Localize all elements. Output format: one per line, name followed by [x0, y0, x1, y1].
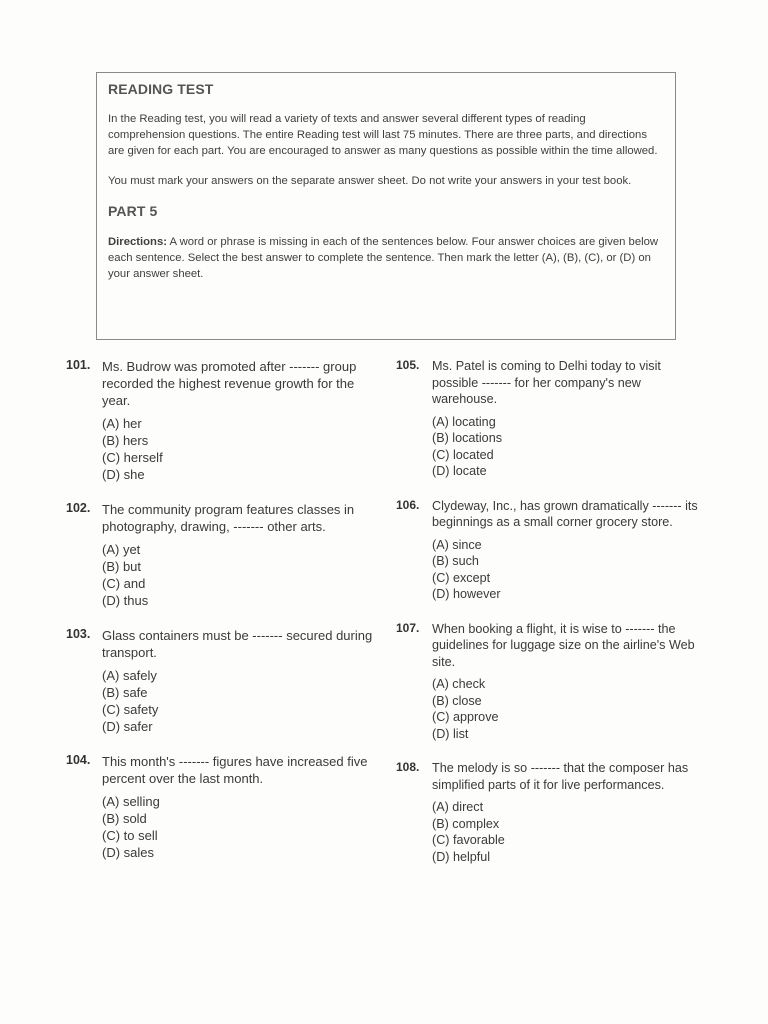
answer-option: (C) and [102, 576, 146, 591]
part-directions [108, 234, 664, 282]
answer-options [432, 676, 706, 742]
answer-option: (C) approve [432, 710, 499, 724]
answer-option: (C) to sell [102, 828, 158, 843]
question-text: Glass containers must be ------- secured during transport. [102, 628, 373, 660]
question-text: Ms. Budrow was promoted after ------- group recorded the highest revenue growth for the year. [102, 359, 357, 408]
question-text: Ms. Patel is coming to Delhi today to visit possible ------- for her company's new warehouse. [432, 359, 661, 406]
question-number: 106. [396, 497, 420, 512]
answer-options [102, 541, 376, 609]
question-104 [66, 753, 376, 861]
instructions-box [96, 72, 676, 340]
directions-label: Directions: [108, 236, 168, 248]
question-108 [396, 760, 706, 865]
answer-option: (D) sales [102, 845, 155, 860]
answer-option: (B) hers [102, 433, 149, 448]
answer-sheet-instructions: You must mark your answers on the separate answer sheet. Do not write your answers in your test book. [108, 175, 632, 187]
answer-option: (A) her [102, 416, 142, 431]
question-103 [66, 627, 376, 735]
question-number: 105. [396, 358, 420, 372]
question-number: 107. [396, 620, 420, 635]
answer-option: (D) however [432, 587, 501, 601]
questions-left-column [66, 358, 376, 861]
question-105 [396, 358, 706, 480]
questions-right-column [396, 358, 706, 865]
answer-option: (D) helpful [432, 849, 491, 864]
answer-option: (D) safer [102, 719, 153, 734]
answer-option: (B) such [432, 554, 479, 568]
answer-option: (C) herself [102, 450, 163, 465]
answer-option: (A) yet [102, 542, 141, 557]
question-number: 103. [66, 627, 91, 641]
directions-text: A word or phrase is missing in each of the sentences below. Four answer choices are given below each sentence. Select the best answer to complete the sentence. Then mark the letter (A), (B), (C), or (D) on your answer sheet. [108, 236, 659, 280]
answer-option: (C) located [432, 447, 494, 462]
answer-option: (A) selling [102, 794, 160, 809]
question-107 [396, 621, 706, 743]
question-text: Clydeway, Inc., has grown dramatically ------- its beginnings as a small corner grocery store. [432, 498, 698, 529]
answer-options [432, 537, 706, 603]
answer-option: (B) sold [102, 811, 147, 826]
reading-test-title: READING TEST [108, 81, 214, 97]
answer-option: (A) safely [102, 668, 157, 683]
answer-options [432, 414, 706, 480]
answer-option: (C) favorable [432, 833, 505, 847]
question-number: 102. [66, 501, 91, 515]
answer-option: (C) safety [102, 702, 159, 717]
answer-option: (D) she [102, 467, 145, 482]
answer-option: (D) thus [102, 593, 149, 608]
answer-option: (B) close [432, 693, 482, 708]
question-102 [66, 501, 376, 609]
answer-option: (A) check [432, 677, 486, 691]
answer-option: (B) safe [102, 685, 148, 700]
question-number: 104. [66, 753, 91, 767]
answer-option: (D) list [432, 726, 469, 741]
answer-options [102, 415, 376, 483]
reading-test-instructions: In the Reading test, you will read a variety of texts and answer several different types of reading comprehension questions. The entire Reading test will last 75 minutes. There are three parts, and directions are given for each part. You are encouraged to answer as many questions as possible within the time allowed. [108, 113, 658, 157]
answer-option: (D) locate [432, 464, 487, 478]
answer-option: (B) locations [432, 431, 502, 445]
question-text: This month's ------- figures have increased five percent over the last month. [102, 754, 368, 786]
question-number: 101. [66, 358, 91, 372]
question-101 [66, 358, 376, 483]
question-106 [396, 498, 706, 603]
answer-option: (B) but [102, 559, 142, 574]
answer-option: (A) locating [432, 414, 496, 429]
question-text: The melody is so ------- that the composer has simplified parts of it for live performances. [432, 761, 689, 792]
answer-options [102, 667, 376, 735]
answer-option: (A) since [432, 537, 482, 552]
question-number: 108. [396, 760, 420, 774]
answer-option: (B) complex [432, 816, 500, 831]
answer-option: (A) direct [432, 800, 484, 814]
answer-options [102, 793, 376, 861]
answer-option: (C) except [432, 570, 491, 585]
part-title: PART 5 [108, 203, 158, 219]
answer-options [432, 799, 706, 865]
question-text: The community program features classes in photography, drawing, ------- other arts. [102, 502, 355, 534]
question-text: When booking a flight, it is wise to ------- the guidelines for luggage size on the airline's Web site. [432, 621, 695, 669]
